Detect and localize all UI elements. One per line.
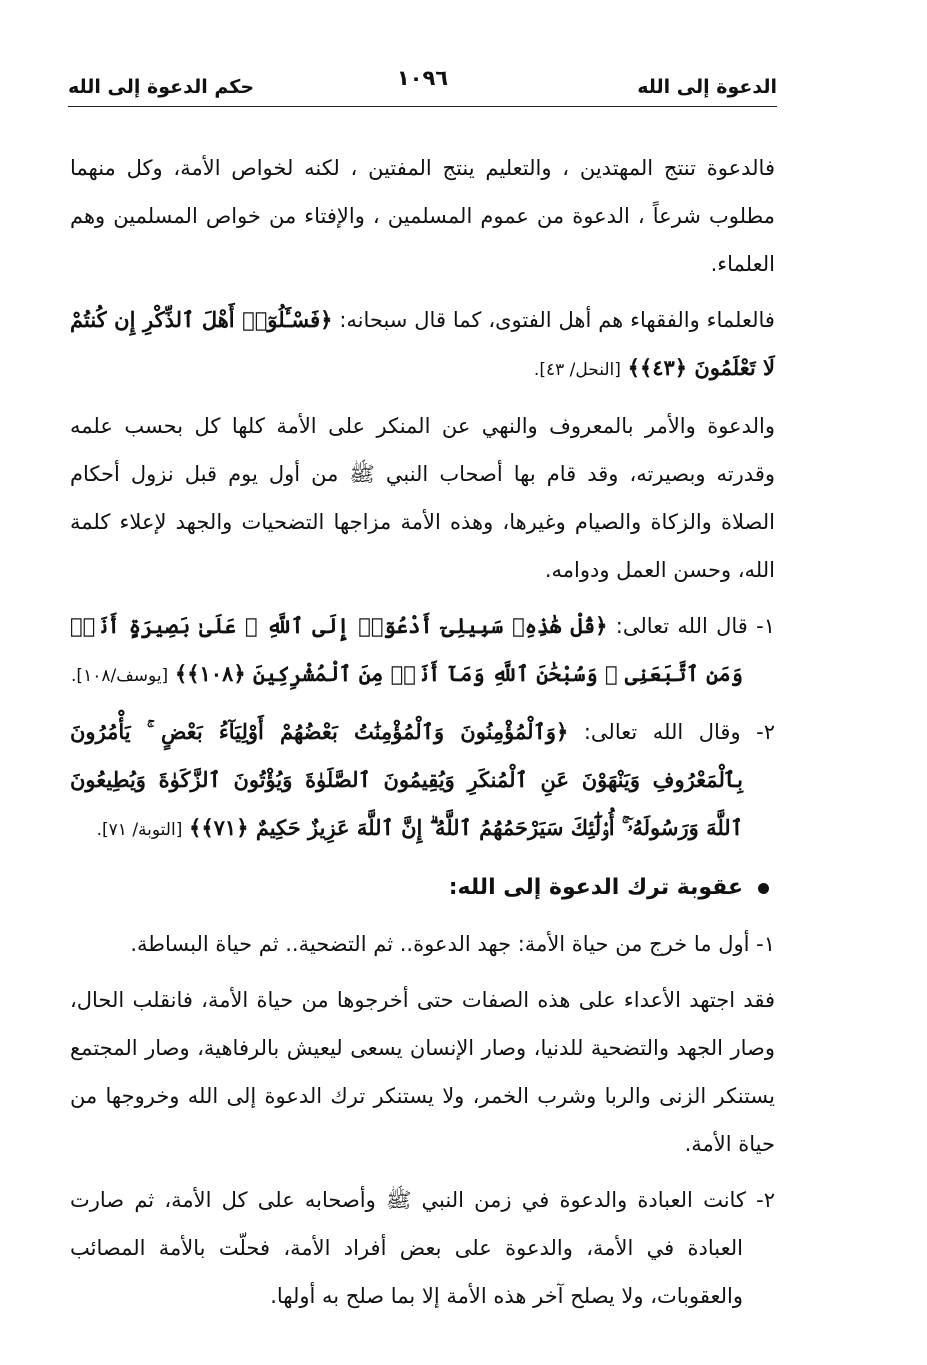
- list-item-1-intro: ١- قال الله تعالى:: [615, 614, 775, 638]
- section-heading: [70, 864, 775, 912]
- page-header: [68, 62, 777, 102]
- paragraph-4: فقد اجتهد الأعداء على هذه الصفات حتى أخرجوها من حياة الأمة، فانقلب الحال، وصار الجهد والتضحية للدنيا، وصار الإنسان يسعى ليعيش بالرفاهية، وصار المجتمع يستنكر الزنى والربا وشرب الخمر، ولا يستنكر ترك الدعوة إلى الله وخروجها من حياة الأمة.: [70, 988, 775, 1156]
- page-number: ١٠٩٦: [396, 66, 449, 90]
- paragraph-2: [70, 296, 775, 394]
- paragraph-3: والدعوة والأمر بالمعروف والنهي عن المنكر على الأمة كلها كل بحسب علمه وقدرته وبصيرته، وقد قام بها أصحاب النبي ﷺ من أول يوم قبل نزول أحكام الصلاة والزكاة والصيام وغيرها، وهذه الأمة مزاجها التضحيات والجهد لإعلاء كلمة الله، وحسن العمل ودوامه.: [70, 414, 775, 582]
- verse-reference-nahl: [النحل/ ٤٣].: [533, 360, 621, 380]
- page-body: [70, 144, 775, 1320]
- running-title-left: حكم الدعوة إلى الله: [68, 76, 255, 98]
- paragraph-1: فالدعوة تنتج المهتدين ، والتعليم ينتج المفتين ، لكنه لخواص الأمة، وكل منهما مطلوب شرعاً ، الدعوة من عموم المسلمين ، والإفتاء من خواص المسلمين وهم العلماء.: [70, 156, 775, 276]
- verse-reference-tawbah: [التوبة/ ٧١].: [96, 820, 183, 840]
- header-divider: [68, 106, 777, 107]
- list-item-2: [70, 708, 775, 854]
- list-item-2-intro: ٢- وقال الله تعالى:: [583, 720, 775, 744]
- verse-reference-yusuf: [يوسف/١٠٨].: [71, 666, 169, 686]
- quran-verse-tawbah: ﴿وَٱلْمُؤْمِنُونَ وَٱلْمُؤْمِنَٰتُ بَعْضُهُمْ أَوْلِيَآءُ بَعْضٍ ۚ يَأْمُرُونَ بِٱلْمَعْرُوفِ وَيَنْهَوْنَ عَنِ ٱلْمُنكَرِ وَيُقِيمُونَ ٱلصَّلَوٰةَ وَيُؤْتُونَ ٱلزَّكَوٰةَ وَيُطِيعُونَ ٱللَّهَ وَرَسُولَهُۥٓ ۚ أُو۟لَٰٓئِكَ سَيَرْحَمُهُمُ ٱللَّهُ ۗ إِنَّ ٱللَّهَ عَزِيزٌ حَكِيمٌ ﴿٧١﴾﴾: [70, 719, 743, 840]
- paragraph-2-intro: فالعلماء والفقهاء هم أهل الفتوى، كما قال سبحانه:: [339, 308, 775, 332]
- quran-verse-yusuf: ﴿قُلْ هَٰذِهِۦ سَبِيلِىٓ أَدْعُوٓا۟ إِلَى ٱللَّهِ ۚ عَلَىٰ بَصِيرَةٍ أَنَا۠ وَمَنِ ٱتَّبَعَنِى ۖ وَسُبْحَٰنَ ٱللَّهِ وَمَآ أَنَا۠ مِنَ ٱلْمُشْرِكِينَ ﴿١٠٨﴾﴾: [70, 613, 743, 686]
- list-item-3: ١- أول ما خرج من حياة الأمة: جهد الدعوة.. ثم التضحية.. ثم حياة البساطة.: [130, 932, 775, 956]
- section-heading-text: عقوبة ترك الدعوة إلى الله:: [448, 875, 743, 900]
- bullet-icon: [758, 883, 769, 894]
- running-title-right: الدعوة إلى الله: [637, 76, 777, 98]
- list-item-1: [70, 602, 775, 700]
- quran-verse-nahl: ﴿فَسْـَٔلُوٓا۟ أَهْلَ ٱلذِّكْرِ إِن كُنتُمْ لَا تَعْلَمُونَ ﴿٤٣﴾﴾: [70, 307, 775, 380]
- list-item-4: ٢- كانت العبادة والدعوة في زمن النبي ﷺ وأصحابه على كل الأمة، ثم صارت العبادة في الأمة، والدعوة على بعض أفراد الأمة، فحلّت بالأمة المصائب والعقوبات، ولا يصلح آخر هذه الأمة إلا بما صلح به أولها.: [70, 1188, 775, 1308]
